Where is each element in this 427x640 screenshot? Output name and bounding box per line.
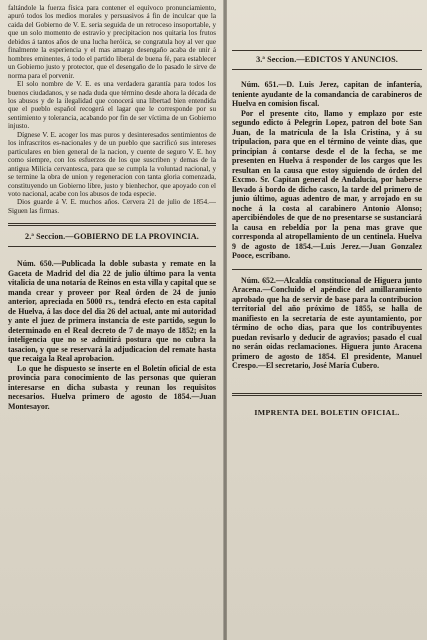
notice-652: Núm. 652.—Alcaldía constitucional de Higuera junto Aracena.—Concluido el apéndice del amillaramiento aprobado que ha de servir de base para la contribucion territorial del año próximo de 1855, se halla de manifiesto en la secretaría de este ayuntamiento, por término de ocho dias, para que los contribuyentes puedan revisarlo y deducir de agravios; pasado el cual no serán oidas reclamaciones. Higuera junto Aracena primero de agosto de 1854. El presidente, Manuel Crespo.—El secretario, José María Cubero.: [232, 275, 422, 370]
center-fold: [223, 0, 227, 640]
right-column: [232, 0, 422, 417]
notice-651-heading: Núm. 651.—D. Luis Jerez, capitan de infantería, teniente ayudante de la comandancia de carabineros de Huelva en comision fiscal.: [232, 80, 422, 108]
imprint: IMPRENTA DEL BOLETIN OFICIAL.: [254, 407, 400, 417]
notice-650-closing: Lo que he dispuesto se inserte en el Boletín oficial de esta provincia para conocimiento de las personas que quieran interesarse en dicha subasta y reunan los requisitos necesarios. Huelva primero de agosto de 1854.—Juan Montesayor.: [8, 363, 216, 411]
notice-650: Núm. 650.—Publicada la doble subasta y remate en la Gaceta de Madrid del dia 22 de julio último para la venta vitalicia de una notaría de Reinos en esta villa y capital que se manda crear y proveer por Real órden de 24 de junio anterior, apreciada en 5000 rs., tendrá efecto en esta capital de Huelva, á las doce del dia 26 del actual, ante mi autoridad y ante el juez de primera instancia de este partido, segun lo determinado en el Real decreto de 7 de mayo de 1852; en la inteligencia que no se admitirá postura que no cubra la tasacion, y que se reservará la adjudicacion del remate hasta que recaiga la Real aprobacion.: [8, 259, 216, 364]
section-header-edictos: 3.ª Seccion.—EDICTOS Y ANUNCIOS.: [256, 55, 398, 64]
proclamation-paragraph: faltándole la fuerza física para contener el equívoco pronunciamiento, apuró todos los medios morales y persuasivos á fin de inculcar que la caida del Gobierno de V. E. seria seguida de un retroceso insoportable, y que un solo momento de estravío y precipitacion nos quitaria los frutos debidos á tantos años de una lucha heróica, se congratula hoy al ver que finalmente la esperiencia y el mas amargo desengaño acaba de unir á hombres eminentes, á todo el partido liberal de buena fé, para establecer un Gobierno justo y protector, que el desengaño de lo pasado le sirve de norma para el porvenir.: [8, 4, 216, 80]
proclamation-signature: Dios guarde á V. E. muchos años. Cervera 21 de julio de 1854.—Siguen las firmas.: [8, 198, 216, 215]
proclamation-paragraph: Dígnese V. E. acoger los mas puros y desinteresados sentimientos de los infrascritos es-nacionales y de un pueblo que sacrificó sus intereses particulares en bien general de la nacion, y cuente de seguro V. E. hoy como siempre, con los esfuerzos de los que suscriben y demas de la antigua Milicia cervantesca, para que se cumpla la voluntad nacional, y se termine la obra de union y regeneracion con tanta gloria comenzada, constituyendo un Gobierno libre, justo y bienhechor, que apoyado con el voto nacional, acabe con los abusos de toda especie.: [8, 130, 216, 198]
left-column: [8, 0, 216, 411]
notice-651-body: Por el presente cito, llamo y emplazo por este segundo edicto á Pelegrin Lopez, patron del bote San Juan, de la matrícula de la Isla Cristina, y á su tripulacion, para que en el término de veinte dias, que principian á contarse desde el de la fecha, se me presenten en Huelva á responder de los cargos que les resultan en la causa que estoy siguiendo de órden del Excmo. Sr. Capitan general de Andalucía, por haberse llevado á bordo de dicho casco, la tarde del primero de junio último, aguas adentro de mar, y arrojado en su noche á la costa al carabinero Antonio Alonso; apercibiéndoles de que de no presentarse se sustanciará la causa en rebeldía por la pena mas grave que corresponda al atropellamiento de un centinela. Huelva 9 de agosto de 1854.—Luis Jerez.—Juan Gonzalez Pooce, escribano.: [232, 108, 422, 260]
proclamation-paragraph: El solo nombre de V. E. es una verdadera garantía para todos los buenos ciudadanos, y se nada duda que término desde ahora la década de los abusos y de la ilegalidad que conocerá una libertad bien entendida que el pueblo español recogerá el lagar que le corresponde por su sentimiento y tolerancia, acabando por fin de ser víctima de un Gobierno injusto.: [8, 80, 216, 131]
section-header-gobierno: 2.ª Seccion.—GOBIERNO DE LA PROVINCIA.: [25, 232, 199, 242]
